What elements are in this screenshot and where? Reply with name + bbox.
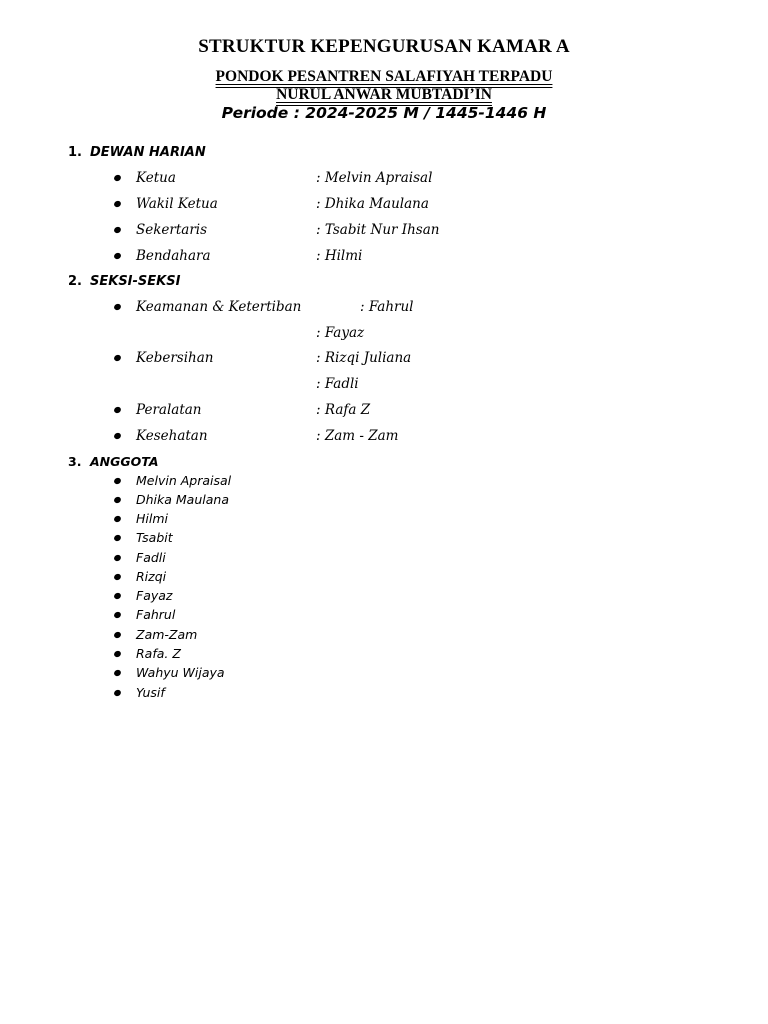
institution-name-line-2 (0, 86, 768, 104)
role-holder: : Hilmi (316, 248, 363, 264)
bullet-icon (113, 669, 122, 677)
role-holder: : Fahrul (360, 299, 414, 315)
role-label: Sekertaris (136, 222, 208, 238)
member-name: Melvin Apraisal (136, 473, 232, 488)
member-name: Rizqi (136, 569, 167, 584)
member-name: Zam-Zam (136, 627, 198, 642)
role-label: Wakil Ketua (136, 196, 218, 212)
member-name: Dhika Maulana (136, 492, 229, 507)
section-title: SEKSI-SEKSI (90, 274, 181, 289)
role-holder: : Zam - Zam (316, 428, 399, 444)
role-holder-continued: : Fayaz (316, 325, 365, 341)
member-name: Fadli (136, 550, 166, 565)
bullet-icon (113, 592, 122, 600)
section-heading-dewan-harian (68, 145, 206, 160)
bullet-icon (113, 515, 122, 523)
role-label: Kesehatan (136, 428, 208, 444)
role-holder: : Rafa Z (316, 402, 371, 418)
bullet-icon (113, 573, 122, 581)
section-title: DEWAN HARIAN (90, 145, 206, 160)
member-name: Fahrul (136, 607, 176, 622)
bullet-icon (113, 226, 122, 234)
bullet-icon (113, 174, 122, 182)
section-number: 1. (68, 145, 82, 160)
bullet-icon (113, 477, 122, 485)
document-title: STRUKTUR KEPENGURUSAN KAMAR A (198, 36, 570, 57)
role-holder: : Tsabit Nur Ihsan (316, 222, 440, 238)
bullet-icon (113, 406, 122, 414)
bullet-icon (113, 354, 122, 362)
role-holder: : Dhika Maulana (316, 196, 429, 212)
period-line: Periode : 2024-2025 M / 1445-1446 H (221, 104, 547, 122)
member-name: Fayaz (136, 588, 173, 603)
section-heading-seksi (68, 274, 180, 289)
bullet-icon (113, 432, 122, 440)
member-name: Hilmi (136, 511, 168, 526)
bullet-icon (113, 554, 122, 562)
role-holder: : Rizqi Juliana (316, 350, 412, 366)
bullet-icon (113, 650, 122, 658)
bullet-icon (113, 631, 122, 639)
role-holder: : Melvin Apraisal (316, 170, 433, 186)
member-name: Yusif (136, 685, 165, 700)
role-holder-continued: : Fadli (316, 376, 359, 392)
bullet-icon (113, 200, 122, 208)
section-title: ANGGOTA (90, 454, 159, 469)
institution-name-line-1 (0, 68, 768, 86)
role-label: Kebersihan (136, 350, 214, 366)
role-label: Keamanan & Ketertiban (136, 299, 302, 315)
bullet-icon (113, 534, 122, 542)
section-heading-anggota (68, 454, 159, 469)
role-label: Ketua (136, 170, 176, 186)
bullet-icon (113, 611, 122, 619)
role-label: Bendahara (136, 248, 211, 264)
section-number: 2. (68, 274, 82, 289)
bullet-icon (113, 252, 122, 260)
member-name: Tsabit (136, 530, 173, 545)
role-label: Peralatan (136, 402, 202, 418)
member-name: Rafa. Z (136, 646, 181, 661)
institution-name-2-text: NURUL ANWAR MUBTADI’IN (276, 86, 492, 103)
bullet-icon (113, 496, 122, 504)
member-name: Wahyu Wijaya (136, 665, 225, 680)
bullet-icon (113, 689, 122, 697)
section-number: 3. (68, 454, 82, 469)
bullet-icon (113, 303, 122, 311)
institution-name-1-text: PONDOK PESANTREN SALAFIYAH TERPADU (215, 68, 553, 85)
